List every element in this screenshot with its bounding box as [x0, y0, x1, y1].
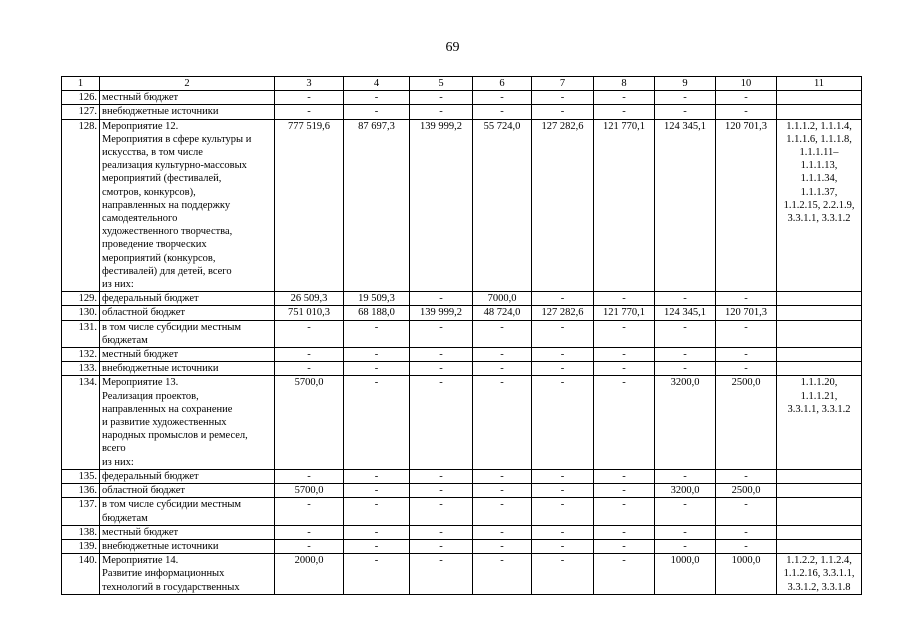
- value-cell: -: [532, 320, 594, 347]
- row-label: местный бюджет: [100, 525, 275, 539]
- value-cell: -: [532, 498, 594, 525]
- indicator-codes: 1.1.2.2, 1.1.2.4, 1.1.2.16, 3.3.1.1, 3.3.1.2, 3.3.1.8: [777, 554, 862, 595]
- value-cell: -: [344, 498, 410, 525]
- row-label: федеральный бюджет: [100, 469, 275, 483]
- value-cell: -: [716, 525, 777, 539]
- value-cell: -: [473, 348, 532, 362]
- value-cell: -: [410, 292, 473, 306]
- row-number: 128.: [62, 119, 100, 292]
- row-label: Мероприятие 13. Реализация проектов, направленных на сохранение и развитие художественных народных промыслов и ремесел, всего из них:: [100, 376, 275, 469]
- value-cell: -: [473, 484, 532, 498]
- value-cell: -: [532, 91, 594, 105]
- value-cell: -: [473, 376, 532, 469]
- value-cell: -: [344, 469, 410, 483]
- value-cell: 2500,0: [716, 376, 777, 469]
- row-number: 133.: [62, 362, 100, 376]
- value-cell: -: [532, 525, 594, 539]
- value-cell: -: [532, 376, 594, 469]
- value-cell: -: [716, 320, 777, 347]
- value-cell: 55 724,0: [473, 119, 532, 292]
- table-row: [62, 348, 862, 362]
- row-label: в том числе субсидии местным бюджетам: [100, 498, 275, 525]
- value-cell: -: [344, 105, 410, 119]
- row-label: областной бюджет: [100, 306, 275, 320]
- value-cell: -: [410, 91, 473, 105]
- value-cell: -: [532, 469, 594, 483]
- header-cell: 9: [655, 77, 716, 91]
- value-cell: -: [716, 539, 777, 553]
- value-cell: -: [594, 498, 655, 525]
- value-cell: -: [344, 484, 410, 498]
- value-cell: -: [473, 469, 532, 483]
- value-cell: 26 509,3: [275, 292, 344, 306]
- value-cell: 121 770,1: [594, 306, 655, 320]
- indicator-codes: 1.1.1.2, 1.1.1.4, 1.1.1.6, 1.1.1.8, 1.1.1.11– 1.1.1.13, 1.1.1.34, 1.1.1.37, 1.1.2.15, 2.2.1.9, 3.3.1.1, 3.3.1.2: [777, 119, 862, 292]
- value-cell: -: [716, 91, 777, 105]
- row-number: 140.: [62, 554, 100, 595]
- value-cell: -: [532, 362, 594, 376]
- row-number: 131.: [62, 320, 100, 347]
- row-number: 139.: [62, 539, 100, 553]
- header-cell: 1: [62, 77, 100, 91]
- value-cell: -: [344, 348, 410, 362]
- value-cell: -: [275, 498, 344, 525]
- value-cell: -: [655, 498, 716, 525]
- value-cell: -: [410, 469, 473, 483]
- value-cell: 120 701,3: [716, 119, 777, 292]
- value-cell: -: [532, 484, 594, 498]
- value-cell: -: [594, 484, 655, 498]
- value-cell: -: [410, 105, 473, 119]
- row-label: федеральный бюджет: [100, 292, 275, 306]
- value-cell: -: [655, 469, 716, 483]
- value-cell: -: [716, 105, 777, 119]
- value-cell: 127 282,6: [532, 119, 594, 292]
- indicator-codes: [777, 91, 862, 105]
- indicator-codes: [777, 320, 862, 347]
- value-cell: -: [344, 539, 410, 553]
- value-cell: -: [655, 348, 716, 362]
- indicator-codes: 1.1.1.20, 1.1.1.21, 3.3.1.1, 3.3.1.2: [777, 376, 862, 469]
- value-cell: -: [655, 539, 716, 553]
- header-cell: 2: [100, 77, 275, 91]
- value-cell: -: [410, 376, 473, 469]
- header-cell: 6: [473, 77, 532, 91]
- value-cell: -: [473, 539, 532, 553]
- value-cell: 5700,0: [275, 484, 344, 498]
- header-cell: 8: [594, 77, 655, 91]
- budget-table: [61, 76, 862, 595]
- value-cell: -: [594, 348, 655, 362]
- value-cell: -: [344, 525, 410, 539]
- row-number: 137.: [62, 498, 100, 525]
- table-row: [62, 376, 862, 469]
- value-cell: 5700,0: [275, 376, 344, 469]
- header-row: [62, 77, 862, 91]
- value-cell: -: [655, 525, 716, 539]
- table-row: [62, 484, 862, 498]
- value-cell: 139 999,2: [410, 119, 473, 292]
- value-cell: -: [275, 469, 344, 483]
- value-cell: -: [594, 376, 655, 469]
- value-cell: 1000,0: [655, 554, 716, 595]
- value-cell: -: [532, 105, 594, 119]
- indicator-codes: [777, 498, 862, 525]
- row-label: Мероприятие 12. Мероприятия в сфере культуры и искусства, в том числе реализация культурно-массовых мероприятий (фестивалей, смотров, конкурсов), направленных на поддержку самодеятельного художественного творчества, проведение творческих мероприятий (конкурсов, фестивалей) для детей, всего из них:: [100, 119, 275, 292]
- table-row: [62, 105, 862, 119]
- header-cell: 7: [532, 77, 594, 91]
- value-cell: -: [275, 105, 344, 119]
- value-cell: -: [655, 91, 716, 105]
- value-cell: -: [473, 105, 532, 119]
- value-cell: -: [344, 91, 410, 105]
- value-cell: -: [410, 525, 473, 539]
- value-cell: -: [275, 525, 344, 539]
- row-label: внебюджетные источники: [100, 362, 275, 376]
- value-cell: -: [344, 376, 410, 469]
- value-cell: -: [473, 498, 532, 525]
- value-cell: -: [594, 525, 655, 539]
- row-number: 135.: [62, 469, 100, 483]
- value-cell: -: [594, 362, 655, 376]
- row-label: местный бюджет: [100, 91, 275, 105]
- indicator-codes: [777, 348, 862, 362]
- value-cell: -: [344, 320, 410, 347]
- indicator-codes: [777, 539, 862, 553]
- value-cell: -: [275, 362, 344, 376]
- value-cell: -: [532, 554, 594, 595]
- header-cell: 11: [777, 77, 862, 91]
- value-cell: -: [473, 525, 532, 539]
- value-cell: 127 282,6: [532, 306, 594, 320]
- indicator-codes: [777, 362, 862, 376]
- row-label: Мероприятие 14. Развитие информационных технологий в государственных: [100, 554, 275, 595]
- table-row: [62, 320, 862, 347]
- value-cell: 48 724,0: [473, 306, 532, 320]
- value-cell: -: [716, 498, 777, 525]
- row-number: 126.: [62, 91, 100, 105]
- table-row: [62, 525, 862, 539]
- value-cell: 19 509,3: [344, 292, 410, 306]
- value-cell: 121 770,1: [594, 119, 655, 292]
- value-cell: -: [655, 320, 716, 347]
- table-row: [62, 91, 862, 105]
- table-row: [62, 362, 862, 376]
- value-cell: 7000,0: [473, 292, 532, 306]
- row-number: 138.: [62, 525, 100, 539]
- value-cell: -: [594, 320, 655, 347]
- value-cell: -: [594, 554, 655, 595]
- value-cell: 777 519,6: [275, 119, 344, 292]
- value-cell: -: [275, 539, 344, 553]
- value-cell: -: [473, 91, 532, 105]
- table-row: [62, 539, 862, 553]
- value-cell: -: [473, 362, 532, 376]
- table-row: [62, 498, 862, 525]
- value-cell: 139 999,2: [410, 306, 473, 320]
- indicator-codes: [777, 484, 862, 498]
- value-cell: -: [275, 91, 344, 105]
- value-cell: 2500,0: [716, 484, 777, 498]
- value-cell: 751 010,3: [275, 306, 344, 320]
- value-cell: -: [655, 362, 716, 376]
- value-cell: -: [532, 348, 594, 362]
- value-cell: 124 345,1: [655, 306, 716, 320]
- value-cell: -: [410, 320, 473, 347]
- table-row: [62, 119, 862, 292]
- value-cell: -: [410, 348, 473, 362]
- row-number: 132.: [62, 348, 100, 362]
- value-cell: -: [594, 469, 655, 483]
- value-cell: -: [716, 348, 777, 362]
- value-cell: -: [473, 320, 532, 347]
- value-cell: -: [410, 362, 473, 376]
- header-cell: 5: [410, 77, 473, 91]
- value-cell: -: [716, 292, 777, 306]
- table-row: [62, 469, 862, 483]
- row-label: внебюджетные источники: [100, 539, 275, 553]
- value-cell: 68 188,0: [344, 306, 410, 320]
- indicator-codes: [777, 306, 862, 320]
- page-number: 69: [445, 40, 460, 55]
- value-cell: -: [532, 539, 594, 553]
- value-cell: 87 697,3: [344, 119, 410, 292]
- header-cell: 10: [716, 77, 777, 91]
- value-cell: -: [344, 362, 410, 376]
- value-cell: -: [594, 292, 655, 306]
- indicator-codes: [777, 292, 862, 306]
- value-cell: -: [410, 554, 473, 595]
- row-number: 127.: [62, 105, 100, 119]
- value-cell: -: [594, 539, 655, 553]
- value-cell: -: [344, 554, 410, 595]
- row-number: 136.: [62, 484, 100, 498]
- value-cell: 124 345,1: [655, 119, 716, 292]
- table-row: [62, 554, 862, 595]
- row-label: внебюджетные источники: [100, 105, 275, 119]
- row-number: 130.: [62, 306, 100, 320]
- value-cell: -: [594, 105, 655, 119]
- value-cell: -: [716, 469, 777, 483]
- value-cell: -: [410, 498, 473, 525]
- indicator-codes: [777, 525, 862, 539]
- row-number: 129.: [62, 292, 100, 306]
- value-cell: -: [473, 554, 532, 595]
- value-cell: 3200,0: [655, 376, 716, 469]
- value-cell: -: [655, 105, 716, 119]
- row-label: областной бюджет: [100, 484, 275, 498]
- value-cell: -: [655, 292, 716, 306]
- value-cell: 2000,0: [275, 554, 344, 595]
- value-cell: -: [532, 292, 594, 306]
- value-cell: -: [275, 348, 344, 362]
- indicator-codes: [777, 469, 862, 483]
- value-cell: 120 701,3: [716, 306, 777, 320]
- table-row: [62, 306, 862, 320]
- row-label: местный бюджет: [100, 348, 275, 362]
- value-cell: 3200,0: [655, 484, 716, 498]
- value-cell: -: [275, 320, 344, 347]
- value-cell: -: [410, 484, 473, 498]
- value-cell: -: [716, 362, 777, 376]
- value-cell: -: [594, 91, 655, 105]
- indicator-codes: [777, 105, 862, 119]
- table-row: [62, 292, 862, 306]
- value-cell: 1000,0: [716, 554, 777, 595]
- row-number: 134.: [62, 376, 100, 469]
- row-label: в том числе субсидии местным бюджетам: [100, 320, 275, 347]
- header-cell: 4: [344, 77, 410, 91]
- header-cell: 3: [275, 77, 344, 91]
- value-cell: -: [410, 539, 473, 553]
